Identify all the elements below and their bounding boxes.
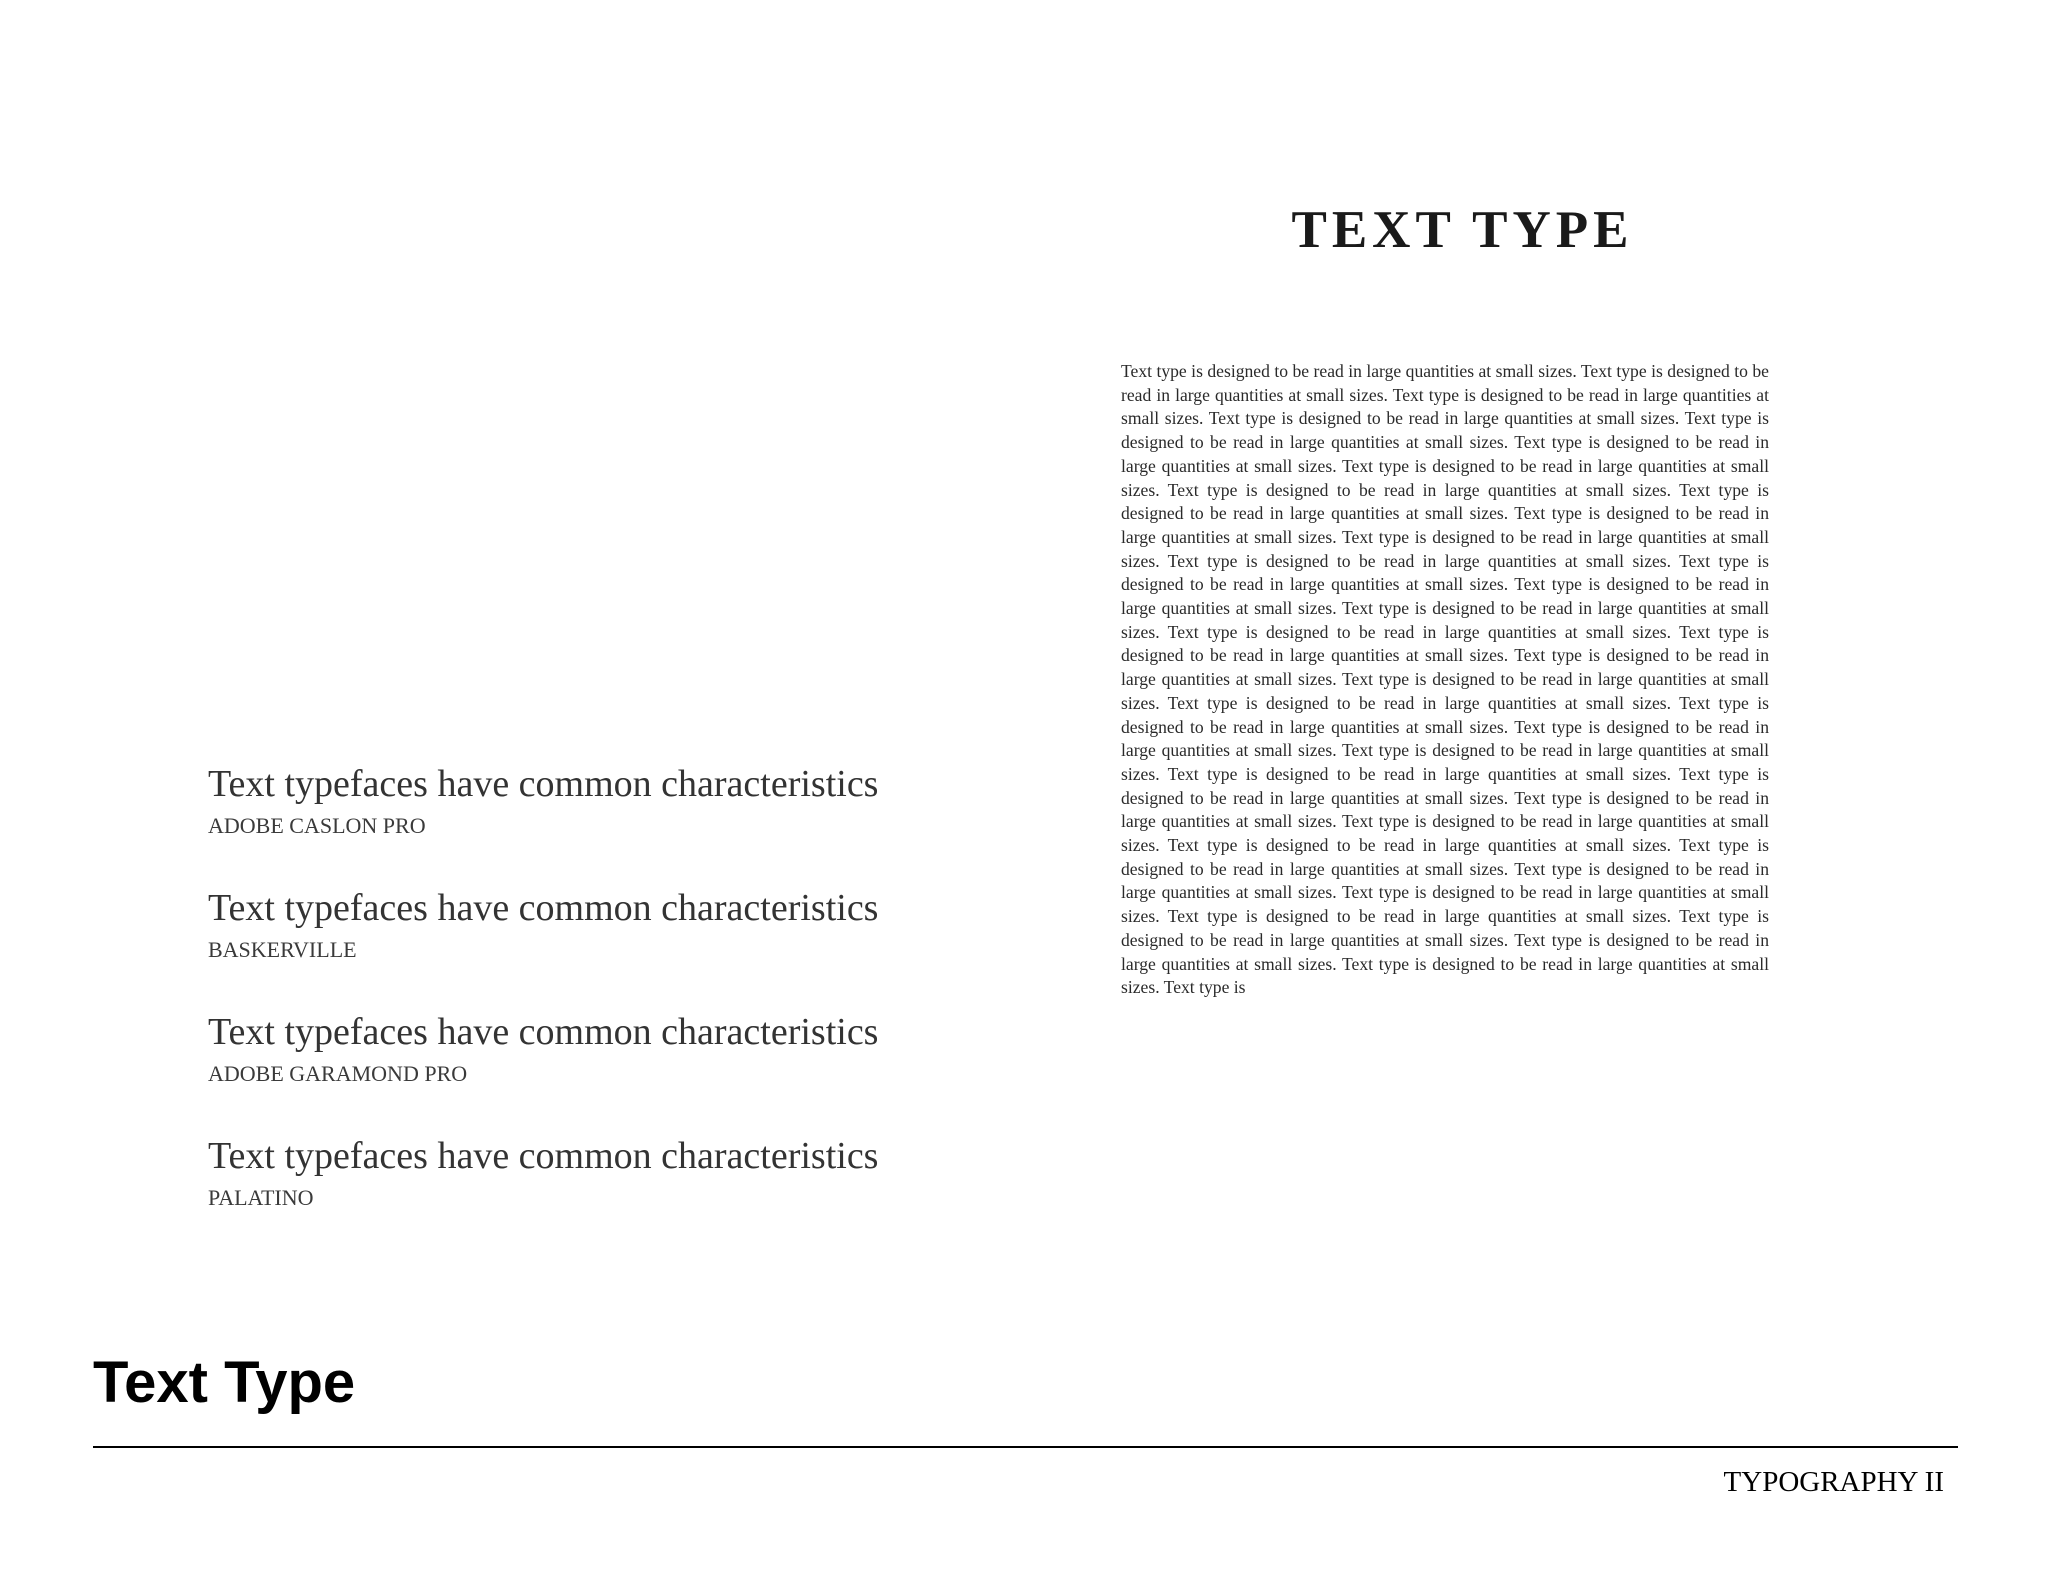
specimen-font-name: ADOBE GARAMOND PRO xyxy=(208,1061,468,1086)
specimen-sample-text: Text typefaces have common characteristics xyxy=(208,887,879,929)
specimen-font-name: PALATINO xyxy=(208,1185,314,1210)
text-type-heading: TEXT TYPE xyxy=(1291,201,1634,259)
text-type-body-paragraph: Text type is designed to be read in large quantities at small sizes. Text type is designed to be read in large quantities at small sizes. Text type is designed to be read in large quantities at small sizes. Text type is designed to be read in large quantities at small sizes. Text type is designed to be read in large quantities at small sizes. Text type is designed to be read in large quantities at small sizes. Text type is designed to be read in large quantities at small sizes. Text type is designed to be read in large quantities at small sizes. Text type is designed to be read in large quantities at small sizes. Text type is designed to be read in large quantities at small sizes. Text type is designed to be read in large quantities at small sizes. Text type is designed to be read in large quantities at small sizes. Text type is designed to be read in large quantities at small sizes. Text type is designed to be read in large quantities at small sizes. Text type is designed to be read in large quantities at small sizes. Text type is designed to be read in large quantities at small sizes. Text type is designed to be read in large quantities at small sizes. Text type is designed to be read in large quantities at small sizes. Text type is designed to be read in large quantities at small sizes. Text type is designed to be read in large quantities at small sizes. Text type is designed to be read in large quantities at small sizes. Text type is designed to be read in large quantities at small sizes. Text type is designed to be read in large quantities at small sizes. Text type is designed to be read in large quantities at small sizes. Text type is designed to be read in large quantities at small sizes. Text type is designed to be read in large quantities at small sizes. Text type is designed to be read in large quantities at small sizes. Text type is designed to be read in large quantities at small sizes. Text type is designed to be read in large quantities at small sizes. Text type is designed to be read in large quantities at small sizes. Text type is designed to be read in large quantities at small sizes. Text type is designed to be read in large quantities at small sizes. Text type is designed to be read in large quantities at small sizes. Text type is designed to be read in large quantities at small sizes. Text type is designed to be read in large quantities at small sizes. Text type is xyxy=(1121,361,1769,998)
typeface-specimens xyxy=(208,760,1008,1213)
specimen-baskerville xyxy=(208,884,1008,965)
specimen-sample-text: Text typefaces have common characteristics xyxy=(208,1011,879,1053)
specimen-sample-text: Text typefaces have common characteristics xyxy=(208,763,879,805)
specimen-garamond xyxy=(208,1008,1008,1089)
specimen-font-name: BASKERVILLE xyxy=(208,937,357,962)
specimen-palatino xyxy=(208,1132,1008,1213)
specimen-font-name: ADOBE CASLON PRO xyxy=(208,813,426,838)
specimen-caslon xyxy=(208,760,1008,841)
course-label: TYPOGRAPHY II xyxy=(1723,1466,1944,1498)
specimen-sample-text: Text typefaces have common characteristics xyxy=(208,1135,879,1177)
text-type-example-panel xyxy=(1115,190,1775,998)
footer-divider xyxy=(93,1446,1958,1448)
slide-title: Text Type xyxy=(93,1350,356,1415)
